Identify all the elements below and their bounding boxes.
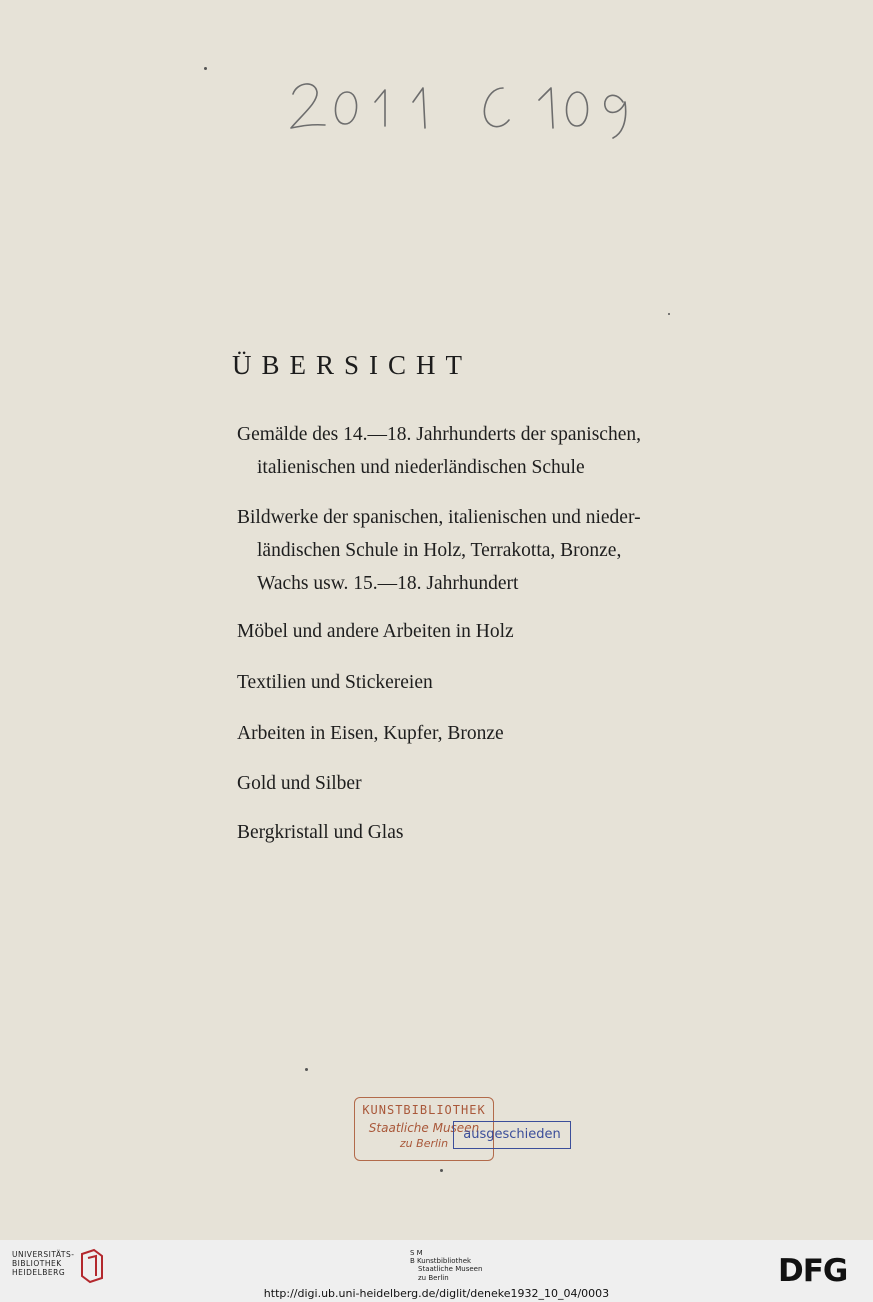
toc-entry xyxy=(237,816,667,849)
toc-entry-line: Gold und Silber xyxy=(237,773,362,794)
toc-entry-line: Textilien und Stickereien xyxy=(237,672,433,693)
stamp-line: KUNSTBIBLIOTHEK xyxy=(362,1103,486,1117)
metadata-line: B Kunstbibliothek xyxy=(410,1257,472,1266)
toc-entry-line: Gemälde des 14.—18. Jahrhunderts der spanischen, xyxy=(237,424,641,445)
toc-entry xyxy=(237,717,667,750)
handwritten-shelfmark xyxy=(285,70,645,150)
logo-line: BIBLIOTHEK xyxy=(12,1259,62,1268)
university-emblem-icon xyxy=(80,1248,104,1284)
paper-speck xyxy=(204,67,207,70)
toc-entry xyxy=(237,418,667,484)
logo-line: UNIVERSITÄTS- xyxy=(12,1250,75,1259)
metadata-line: S M xyxy=(410,1249,423,1257)
stamp-line: Staatliche Museen xyxy=(368,1121,480,1135)
paper-speck xyxy=(305,1068,308,1071)
source-url-link[interactable]: http://digi.ub.uni-heidelberg.de/diglit/deneke1932_10_04/0003 xyxy=(263,1287,610,1300)
stamp-line: zu Berlin xyxy=(399,1137,449,1150)
toc-entry-line: ländischen Schule in Holz, Terrakotta, Bronze, xyxy=(257,540,622,561)
toc-entry-line: Bergkristall und Glas xyxy=(237,822,404,843)
footer-bar xyxy=(0,1240,873,1302)
toc-entry-line: Möbel und andere Arbeiten in Holz xyxy=(237,621,514,642)
toc-entry-line: Bildwerke der spanischen, italienischen und nieder- xyxy=(237,507,641,528)
metadata-block xyxy=(410,1249,482,1282)
logo-line: HEIDELBERG xyxy=(12,1268,66,1277)
withdrawn-stamp: ausgeschieden xyxy=(453,1121,571,1149)
page-title: ÜBERSICHT xyxy=(232,350,473,380)
table-of-contents xyxy=(237,418,667,849)
paper-speck xyxy=(668,313,670,315)
toc-entry xyxy=(237,501,667,600)
toc-entry xyxy=(237,767,667,800)
toc-entry-line: Arbeiten in Eisen, Kupfer, Bronze xyxy=(237,723,504,744)
toc-entry-line: italienischen und niederländischen Schule xyxy=(257,457,585,478)
dfg-logo: DFG xyxy=(778,1253,848,1289)
university-logo xyxy=(12,1250,74,1277)
metadata-line: zu Berlin xyxy=(418,1273,449,1282)
paper-speck xyxy=(440,1169,443,1172)
toc-entry xyxy=(237,615,667,648)
toc-entry xyxy=(237,666,667,699)
metadata-line: Staatliche Museen xyxy=(418,1265,483,1274)
toc-entry-line: Wachs usw. 15.—18. Jahrhundert xyxy=(257,573,519,594)
